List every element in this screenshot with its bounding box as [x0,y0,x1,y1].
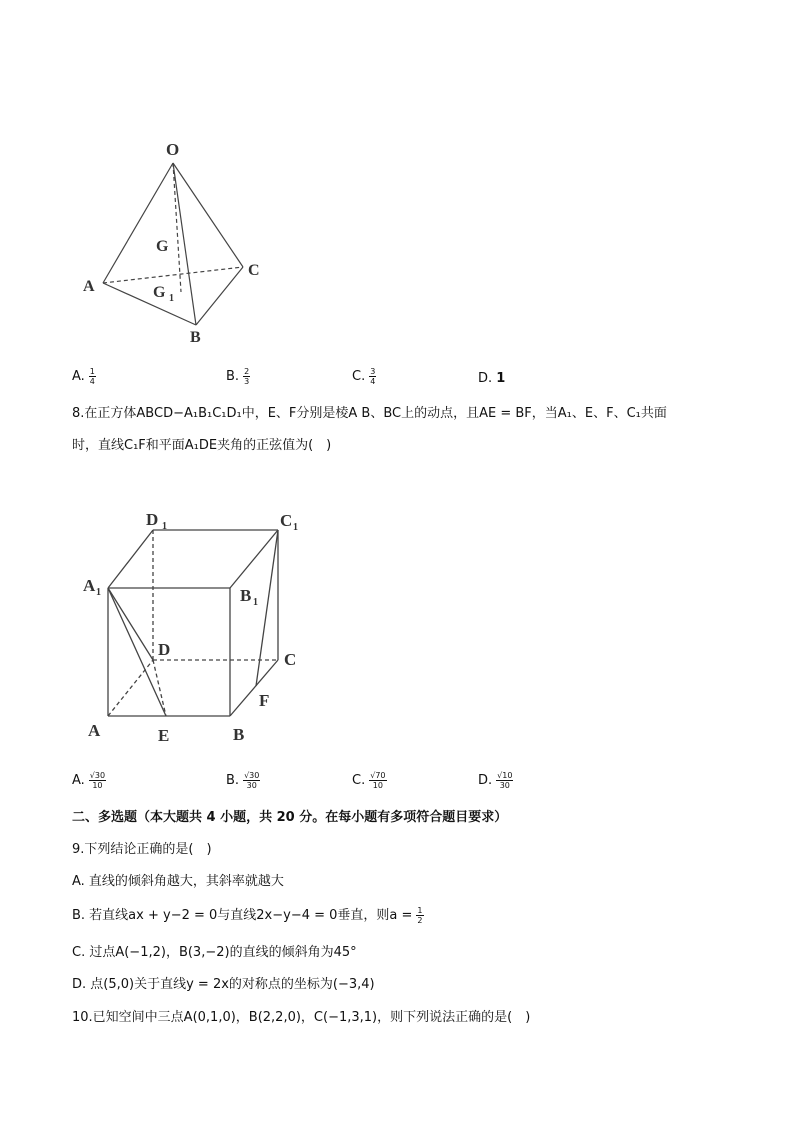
option-letter: B. [226,369,240,384]
option-letter: A. [72,369,85,384]
fraction [89,771,106,790]
fraction-numerator: √10 [497,771,513,780]
q8-option-b[interactable] [226,771,260,791]
option-letter: D. [478,371,493,386]
fraction-denominator: 4 [370,377,376,386]
cube-svg [78,500,338,750]
label-A1-sub: 1 [96,587,101,598]
label-C1: C [280,511,293,530]
q7-option-a[interactable] [72,367,96,387]
fraction-numerator: 2 [244,367,250,376]
option-letter: B. [226,773,240,788]
fraction-numerator: √30 [89,771,106,780]
edge-AC-hidden [103,267,243,283]
fraction [243,771,260,790]
tetrahedron-figure [78,135,278,350]
fraction-denominator: 30 [246,781,257,790]
segment-A1D [108,588,153,660]
fraction [416,906,423,925]
line-OG1-hidden [173,163,181,292]
edge-BC [196,267,243,325]
option-letter: C. [352,369,366,384]
label-A1: A [83,576,96,595]
option-letter: A. [72,773,85,788]
fraction-denominator: 3 [244,377,250,386]
fraction-numerator: 1 [89,367,95,376]
label-C: C [248,262,260,279]
fraction-denominator: 30 [499,781,510,790]
fraction [243,367,250,386]
option-value: 1 [496,371,506,386]
fraction [496,771,513,790]
option-letter: C. [352,773,366,788]
edge-OC [173,163,243,267]
label-D1-sub: 1 [162,521,167,532]
label-A: A [88,721,101,740]
q9-option-c[interactable]: C. 过点A(−1,2)，B(3,−2)的直线的倾斜角为45° [72,945,357,960]
q9-stem: 9.下列结论正确的是( ) [72,842,212,857]
q8-option-a[interactable] [72,771,106,791]
edge-AD-hidden [108,660,153,716]
fraction [369,367,376,386]
q8-option-c[interactable] [352,771,387,791]
fraction [89,367,96,386]
cube-figure [78,500,338,750]
q7-option-d[interactable] [478,369,505,389]
label-A: A [83,278,95,295]
fraction-denominator: 2 [417,916,423,925]
label-B1-sub: 1 [253,597,258,608]
edge-AB [103,283,196,325]
label-C: C [284,650,297,669]
edge-BC [230,660,278,716]
q9-option-b-text: B. 若直线ax + y−2 = 0与直线2x−y−4 = 0垂直，则a = [72,908,413,923]
q9-option-d[interactable]: D. 点(5,0)关于直线y = 2x的对称点的坐标为(−3,4) [72,977,375,992]
tetrahedron-svg [78,135,278,350]
label-O: O [166,140,180,159]
q10-stem: 10.已知空间中三点A(0,1,0)，B(2,2,0)，C(−1,3,1)，则下列说法正确的是( ) [72,1010,531,1025]
label-D1: D [146,510,159,529]
label-D: D [158,640,171,659]
label-G: G [156,238,169,255]
fraction-numerator: 1 [417,906,423,915]
fraction-denominator: 4 [89,377,95,386]
q7-option-c[interactable] [352,367,376,387]
label-G1: G [153,284,166,301]
fraction-numerator: √70 [370,771,386,780]
label-C1-sub: 1 [293,522,298,533]
q8-stem-line1: 8.在正方体ABCD−A₁B₁C₁D₁中，E、F分别是棱A B、BC上的动点，且AE = BF，当A₁、E、F、C₁共面 [72,406,667,421]
segment-DE-hidden [153,660,166,716]
q8-option-d[interactable] [478,771,513,791]
label-F: F [259,691,270,710]
fraction-numerator: 3 [370,367,376,376]
fraction-denominator: 10 [372,781,383,790]
edge-A1D1 [108,530,153,588]
label-E: E [158,726,170,745]
label-B: B [190,329,201,346]
q9-option-a[interactable]: A. 直线的倾斜角越大，其斜率就越大 [72,874,284,889]
label-G1-sub: 1 [169,293,174,304]
fraction [369,771,386,790]
fraction-denominator: 10 [92,781,103,790]
q7-option-b[interactable] [226,367,250,387]
fraction-numerator: √30 [244,771,260,780]
label-B: B [233,725,245,744]
q9-option-b[interactable] [72,906,424,926]
edge-OA [103,163,173,283]
edge-OB [173,163,196,325]
option-letter: D. [478,773,493,788]
q8-stem-line2: 时，直线C₁F和平面A₁DE夹角的正弦值为( ) [72,438,332,453]
section-title: 二、多选题（本大题共 4 小题，共 20 分。在每小题有多项符合题目要求） [72,810,508,825]
label-B1: B [240,586,252,605]
